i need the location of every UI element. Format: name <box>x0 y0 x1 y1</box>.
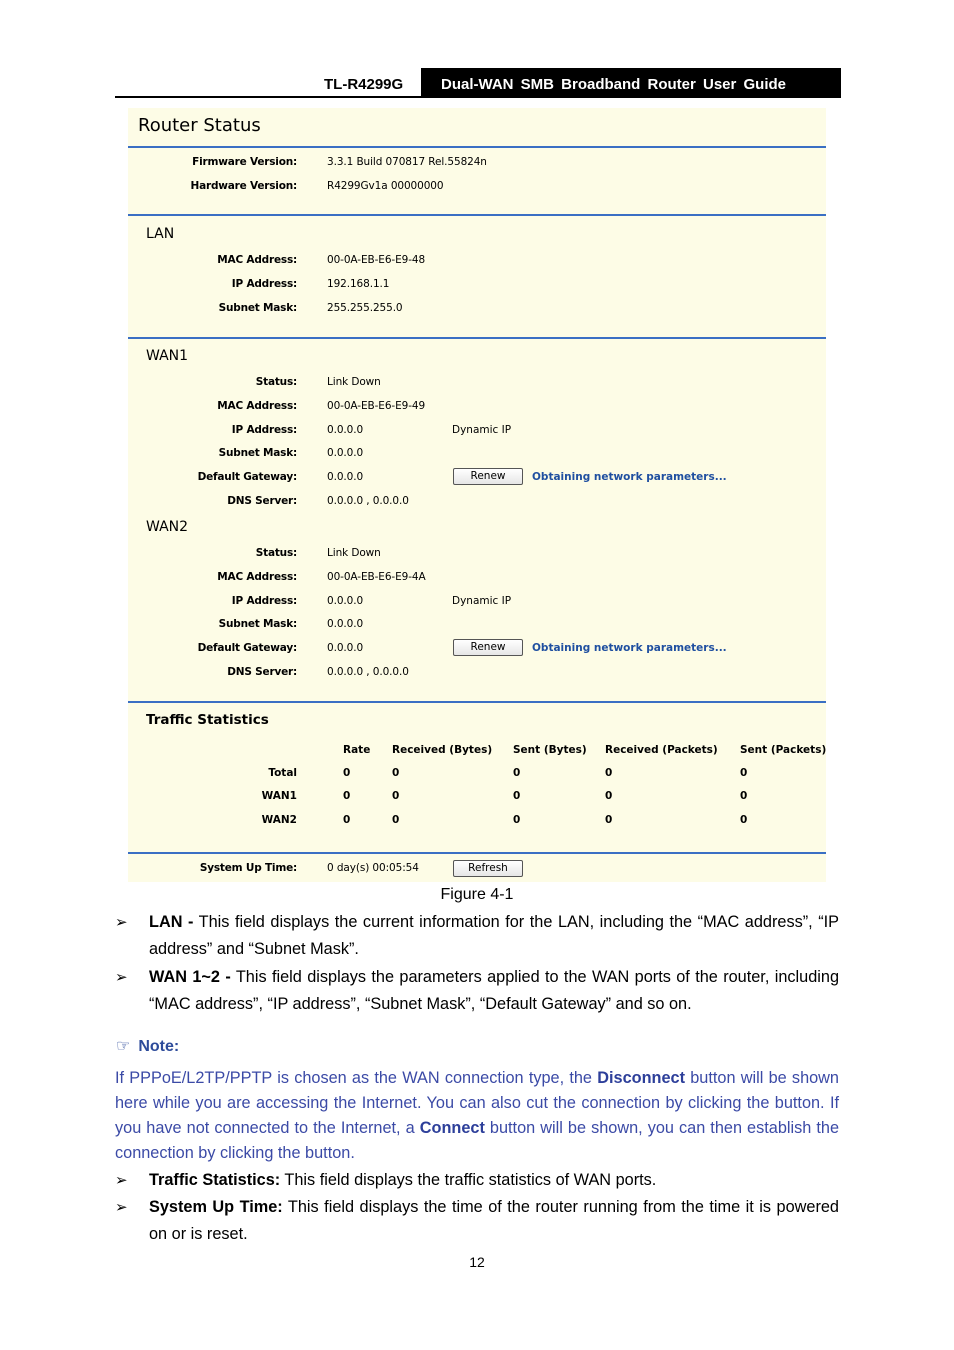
wan1-section-title: WAN1 <box>146 348 189 364</box>
traffic-col-sent-packets: Sent (Packets) <box>740 744 827 756</box>
bullet-arrow: ➢ <box>115 969 128 986</box>
wan1-subnet-value: 0.0.0.0 <box>327 447 364 459</box>
note-heading-text: Note: <box>138 1038 180 1055</box>
traffic-cell: 0 <box>392 790 400 802</box>
figure-caption: Figure 4-1 <box>440 886 514 903</box>
uptime-term: System Up Time: <box>149 1198 283 1216</box>
traffic-row-wan1-label: WAN1 <box>261 790 297 802</box>
traffic-row-wan2-label: WAN2 <box>261 814 297 826</box>
traffic-cell: 0 <box>343 790 351 802</box>
bullet-arrow: ➢ <box>115 914 128 931</box>
wan1-renew-button[interactable]: Renew <box>453 468 523 485</box>
uptime-text: This field displays the time of the router running from the time it is powered on or is reset. <box>149 1198 839 1243</box>
traffic-row-total-label: Total <box>268 767 297 779</box>
wan1-subnet-label: Subnet Mask: <box>218 447 297 459</box>
wan1-gateway-label: Default Gateway: <box>197 471 297 483</box>
pointing-hand-icon: ☞ <box>116 1038 131 1055</box>
divider <box>128 214 826 216</box>
wan-description <box>149 964 839 1018</box>
traffic-cell: 0 <box>740 767 748 779</box>
traffic-cell: 0 <box>740 814 748 826</box>
divider <box>128 337 826 339</box>
traffic-cell: 0 <box>605 767 613 779</box>
wan2-renew-button[interactable]: Renew <box>453 639 523 656</box>
firmware-version-value: 3.3.1 Build 070817 Rel.55824n <box>327 156 487 168</box>
traffic-cell: 0 <box>392 767 400 779</box>
lan-mac-value: 00-0A-EB-E6-E9-48 <box>327 254 426 266</box>
header-guide-title: Dual-WAN SMB Broadband Router User Guide <box>421 68 841 98</box>
bullet-arrow: ➢ <box>115 1172 128 1189</box>
wan2-mac-label: MAC Address: <box>217 571 297 583</box>
traffic-cell: 0 <box>740 790 748 802</box>
wan-text: This field displays the parameters applied to the WAN ports of the router, including “MAC address”, “IP address”, “Subnet Mask”, “Default Gateway” and so on. <box>149 968 839 1013</box>
traffic-col-received-bytes: Received (Bytes) <box>392 744 493 756</box>
header-rule <box>115 96 841 98</box>
traffic-col-received-packets: Received (Packets) <box>605 744 718 756</box>
traffic-term: Traffic Statistics: <box>149 1171 281 1189</box>
wan1-gateway-value: 0.0.0.0 <box>327 471 364 483</box>
traffic-cell: 0 <box>513 790 521 802</box>
wan1-status-value: Link Down <box>327 376 381 388</box>
refresh-button[interactable]: Refresh <box>453 860 523 877</box>
hardware-version-value: R4299Gv1a 00000000 <box>327 180 444 192</box>
page-number: 12 <box>469 1254 485 1270</box>
note-text-part: button will be shown, you can then establish the connection by clicking the button. <box>115 1119 839 1162</box>
traffic-col-rate: Rate <box>343 744 371 756</box>
lan-term: LAN - <box>149 913 194 931</box>
divider <box>128 701 826 703</box>
wan2-status-label: Status: <box>255 547 297 559</box>
uptime-label: System Up Time: <box>199 862 297 874</box>
traffic-cell: 0 <box>343 814 351 826</box>
lan-subnet-label: Subnet Mask: <box>218 302 297 314</box>
wan2-gateway-label: Default Gateway: <box>197 642 297 654</box>
lan-ip-label: IP Address: <box>231 278 297 290</box>
traffic-description <box>149 1167 839 1194</box>
wan2-status-value: Link Down <box>327 547 381 559</box>
traffic-cell: 0 <box>605 814 613 826</box>
lan-section-title: LAN <box>146 226 175 242</box>
divider <box>128 852 826 854</box>
wan2-subnet-value: 0.0.0.0 <box>327 618 364 630</box>
wan1-dns-value: 0.0.0.0 , 0.0.0.0 <box>327 495 409 507</box>
lan-subnet-value: 255.255.255.0 <box>327 302 403 314</box>
lan-mac-label: MAC Address: <box>217 254 297 266</box>
wan1-status-label: Status: <box>255 376 297 388</box>
bullet-arrow: ➢ <box>115 1199 128 1216</box>
traffic-cell: 0 <box>513 814 521 826</box>
traffic-cell: 0 <box>343 767 351 779</box>
wan1-obtaining-status: Obtaining network parameters... <box>532 471 727 483</box>
wan2-mac-value: 00-0A-EB-E6-E9-4A <box>327 571 426 583</box>
wan2-ip-value: 0.0.0.0 <box>327 595 364 607</box>
wan1-ip-value: 0.0.0.0 <box>327 424 364 436</box>
panel-title: Router Status <box>138 115 261 136</box>
wan1-mac-label: MAC Address: <box>217 400 297 412</box>
uptime-value: 0 day(s) 00:05:54 <box>327 862 419 874</box>
connect-term: Connect <box>419 1119 485 1137</box>
firmware-version-label: Firmware Version: <box>192 156 297 168</box>
lan-text: This field displays the current information for the LAN, including the “MAC address”, “IP address” and “Subnet Mask”. <box>149 913 840 958</box>
divider <box>128 146 826 148</box>
lan-ip-value: 192.168.1.1 <box>327 278 390 290</box>
note-heading <box>116 1036 179 1056</box>
wan2-dns-value: 0.0.0.0 , 0.0.0.0 <box>327 666 409 678</box>
wan2-subnet-label: Subnet Mask: <box>218 618 297 630</box>
wan1-dns-label: DNS Server: <box>227 495 297 507</box>
lan-description <box>149 909 839 963</box>
wan-term: WAN 1~2 - <box>149 968 231 986</box>
wan1-mac-value: 00-0A-EB-E6-E9-49 <box>327 400 426 412</box>
hardware-version-label: Hardware Version: <box>190 180 297 192</box>
header-model: TL-R4299G <box>324 76 404 93</box>
wan2-section-title: WAN2 <box>146 519 189 535</box>
wan1-ip-label: IP Address: <box>231 424 297 436</box>
wan2-obtaining-status: Obtaining network parameters... <box>532 642 727 654</box>
uptime-description <box>149 1194 839 1248</box>
traffic-cell: 0 <box>392 814 400 826</box>
wan2-gateway-value: 0.0.0.0 <box>327 642 364 654</box>
disconnect-term: Disconnect <box>597 1069 685 1087</box>
wan2-dns-label: DNS Server: <box>227 666 297 678</box>
traffic-text: This field displays the traffic statistics of WAN ports. <box>280 1171 657 1189</box>
wan2-ip-label: IP Address: <box>231 595 297 607</box>
traffic-cell: 0 <box>605 790 613 802</box>
note-text-part: If PPPoE/L2TP/PPTP is chosen as the WAN connection type, the <box>115 1069 598 1087</box>
traffic-cell: 0 <box>513 767 521 779</box>
traffic-col-sent-bytes: Sent (Bytes) <box>513 744 587 756</box>
traffic-section-title: Traffic Statistics <box>146 712 269 728</box>
note-text <box>115 1066 839 1166</box>
wan1-connection-type: Dynamic IP <box>452 424 512 436</box>
note-text-part: button will be shown here while you are accessing the Internet. You can also cut the connection by clicking the button. If you have not connected to the Internet, a <box>115 1069 839 1137</box>
wan2-connection-type: Dynamic IP <box>452 595 512 607</box>
